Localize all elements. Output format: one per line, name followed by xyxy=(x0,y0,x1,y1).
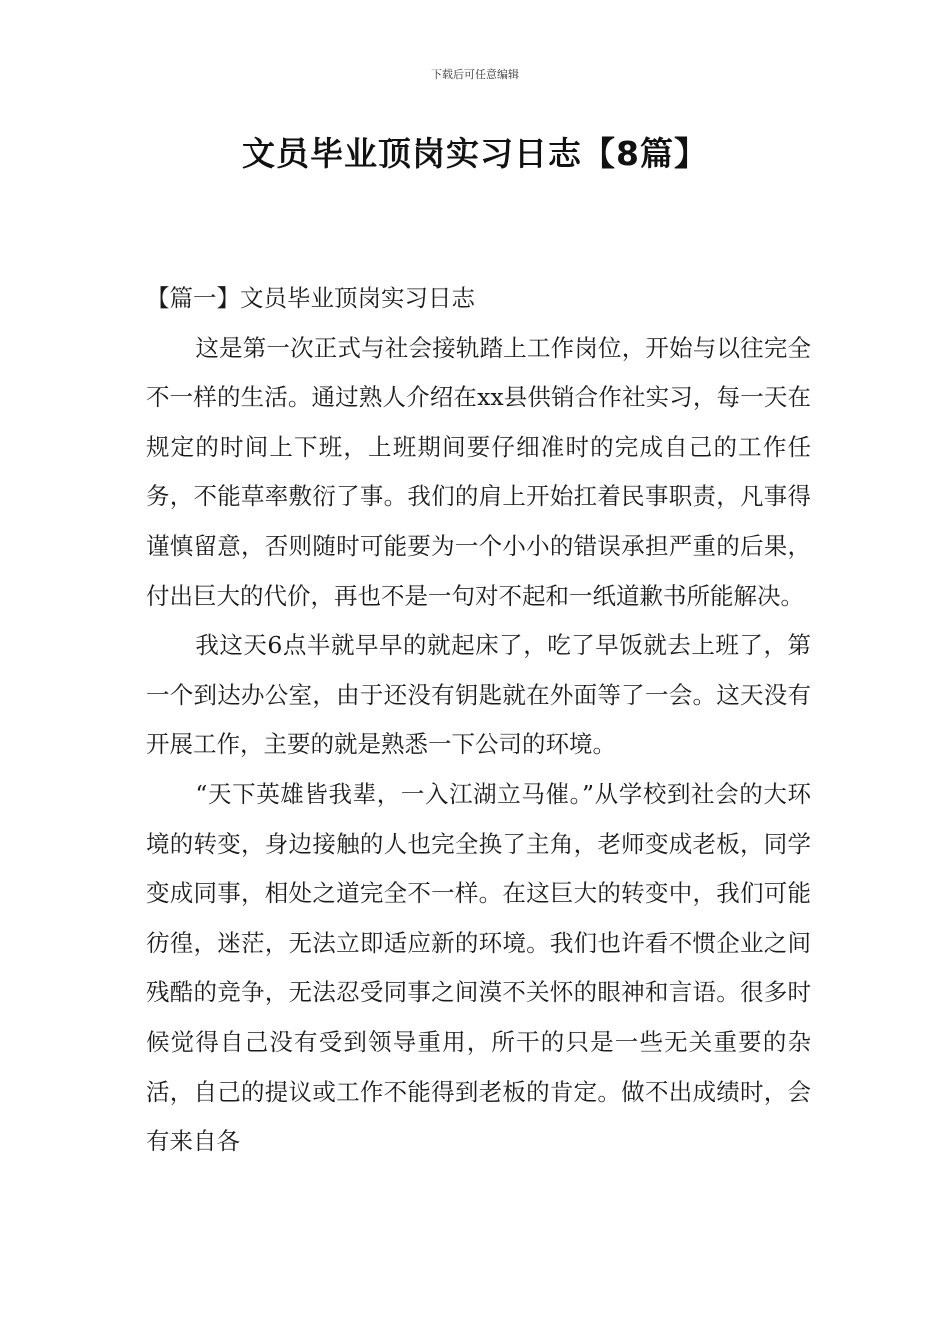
header-note: 下载后可任意编辑 xyxy=(431,68,519,81)
paragraph-1: 这是第一次正式与社会接轨踏上工作岗位，开始与以往完全不一样的生活。通过熟人介绍在xx县供销合作社实习，每一天在规定的时间上下班，上班期间要仔细准时的完成自己的工作任务，不能草率敷衍了事。我们的肩上开始扛着民事职责，凡事得谨慎留意，否则随时可能要为一个小小的错误承担严重的后果，付出巨大的代价，再也不是一句对不起和一纸道歉书所能解决。 xyxy=(146,333,811,610)
document-body xyxy=(146,274,811,1167)
paragraph-3: “天下英雄皆我辈，一入江湖立马催。”从学校到社会的大环境的转变，身边接触的人也完全换了主角，老师变成老板，同学变成同事，相处之道完全不一样。在这巨大的转变中，我们可能彷徨，迷茫，无法立即适应新的环境。我们也许看不惯企业之间残酷的竞争，无法忍受同事之间漠不关怀的眼神和言语。很多时候觉得自己没有受到领导重用，所干的只是一些无关重要的杂活，自己的提议或工作不能得到老板的肯定。做不出成绩时，会有来自各 xyxy=(146,779,811,1156)
document-title: 文员毕业顶岗实习日志【8篇】 xyxy=(242,134,708,173)
section-heading: 【篇一】文员毕业顶岗实习日志 xyxy=(146,284,475,312)
paragraph-2: 我这天6点半就早早的就起床了，吃了早饭就去上班了，第一个到达办公室，由于还没有钥匙就在外面等了一会。这天没有开展工作，主要的就是熟悉一下公司的环境。 xyxy=(146,631,811,759)
